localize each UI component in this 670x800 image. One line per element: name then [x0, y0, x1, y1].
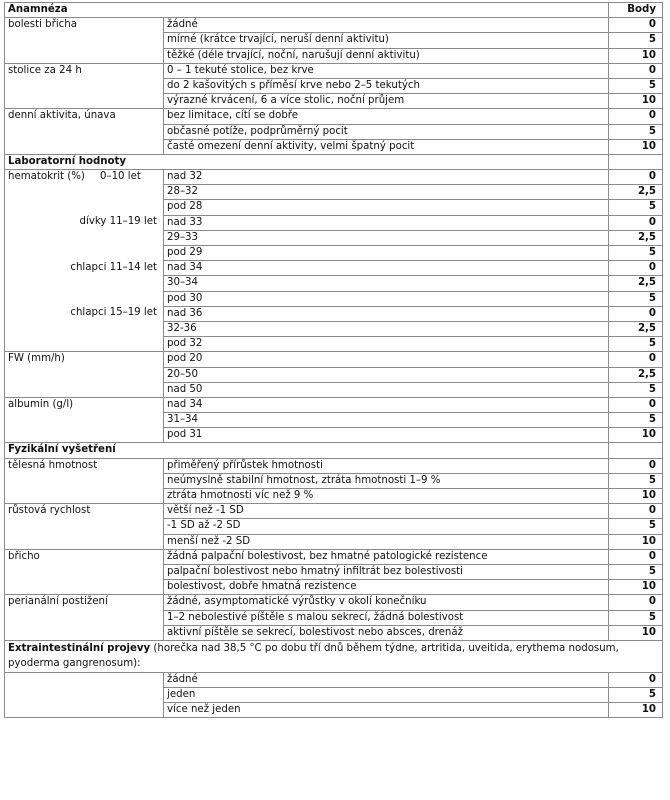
points-value: 5	[609, 291, 663, 306]
criterion-option: palpační bolestivost nebo hmatný infiltrát bez bolestivosti	[164, 564, 609, 579]
points-value: 0	[609, 261, 663, 276]
table-row	[5, 337, 663, 352]
criterion-option: 29–33	[164, 230, 609, 245]
age-group-label: dívky 11–19 let	[5, 215, 164, 230]
points-value: 10	[609, 428, 663, 443]
pcdai-score-document	[4, 2, 662, 798]
table-row	[5, 261, 663, 276]
points-value: 10	[609, 489, 663, 504]
criterion-option: pod 30	[164, 291, 609, 306]
criterion-option: nad 32	[164, 170, 609, 185]
points-value: 0	[609, 63, 663, 78]
points-value: 5	[609, 688, 663, 703]
criterion-option: časté omezení denní aktivity, velmi špatný pocit	[164, 139, 609, 154]
table-row	[5, 367, 663, 382]
points-value: 10	[609, 48, 663, 63]
table-row	[5, 352, 663, 367]
points-value: 0	[609, 170, 663, 185]
criterion-option: nad 34	[164, 397, 609, 412]
criterion-label: stolice za 24 h	[5, 63, 164, 78]
criterion-option: 32-36	[164, 321, 609, 336]
table-row	[5, 124, 663, 139]
criterion-option: 20–50	[164, 367, 609, 382]
points-value: 0	[609, 504, 663, 519]
table-row	[5, 139, 663, 154]
criterion-option: 0 – 1 tekuté stolice, bez krve	[164, 63, 609, 78]
table-row	[5, 321, 663, 336]
table-row	[5, 473, 663, 488]
table-row	[5, 382, 663, 397]
table-row	[5, 48, 663, 63]
criterion-option: pod 31	[164, 428, 609, 443]
table-row	[5, 489, 663, 504]
table-row	[5, 306, 663, 321]
table-row	[5, 291, 663, 306]
criterion-label: břicho	[5, 549, 164, 564]
table-row	[5, 428, 663, 443]
points-value: 5	[609, 473, 663, 488]
criterion-option: výrazné krvácení, 6 a více stolic, noční průjem	[164, 94, 609, 109]
criterion-option: neúmyslně stabilní hmotnost, ztráta hmotnosti 1–9 %	[164, 473, 609, 488]
criterion-option: aktivní píštěle se sekrecí, bolestivost nebo absces, drenáž	[164, 625, 609, 640]
header-row	[5, 3, 663, 18]
table-row	[5, 610, 663, 625]
criterion-option: 31–34	[164, 413, 609, 428]
criterion-option: větší než -1 SD	[164, 504, 609, 519]
points-value: 0	[609, 549, 663, 564]
age-group-label: chlapci 11–14 let	[5, 261, 164, 276]
section-note-extra: (horečka nad 38,5 °C po dobu tří dnů během týdne, artritida, uveitida, erythema nodosum, pyoderma gangrenosum):	[8, 642, 619, 670]
points-value: 10	[609, 94, 663, 109]
points-value: 0	[609, 306, 663, 321]
points-value: 5	[609, 337, 663, 352]
section-title-fyz: Fyzikální vyšetření	[5, 443, 609, 458]
criterion-option: 28–32	[164, 185, 609, 200]
points-value: 0	[609, 18, 663, 33]
points-value: 2,5	[609, 276, 663, 291]
points-value: 5	[609, 78, 663, 93]
section-title-anamneza: Anamnéza	[5, 3, 609, 18]
criterion-option: ztráta hmotnosti víc než 9 %	[164, 489, 609, 504]
table-row	[5, 413, 663, 428]
criterion-option: nad 34	[164, 261, 609, 276]
points-value: 0	[609, 215, 663, 230]
criterion-option: mírné (krátce trvající, neruší denní aktivitu)	[164, 33, 609, 48]
criterion-option: žádné, asymptomatické výrůstky v okolí konečníku	[164, 595, 609, 610]
table-row	[5, 230, 663, 245]
points-value: 5	[609, 610, 663, 625]
points-value: 2,5	[609, 230, 663, 245]
criterion-option: bez limitace, cítí se dobře	[164, 109, 609, 124]
section-title-extra: Extraintestinální projevy	[8, 642, 151, 654]
criterion-label: FW (mm/h)	[5, 352, 164, 367]
criterion-option: bolestivost, dobře hmatná rezistence	[164, 580, 609, 595]
table-row	[5, 703, 663, 718]
table-row	[5, 109, 663, 124]
criterion-option: pod 20	[164, 352, 609, 367]
table-row	[5, 534, 663, 549]
criterion-option: žádná palpační bolestivost, bez hmatné patologické rezistence	[164, 549, 609, 564]
criterion-option: nad 33	[164, 215, 609, 230]
points-value: 10	[609, 625, 663, 640]
table-row	[5, 18, 663, 33]
table-row	[5, 688, 663, 703]
points-value: 5	[609, 413, 663, 428]
criterion-option: nad 50	[164, 382, 609, 397]
criterion-option: 30–34	[164, 276, 609, 291]
section-row	[5, 443, 663, 458]
criterion-label: bolesti břicha	[5, 18, 164, 33]
table-row	[5, 276, 663, 291]
table-row	[5, 215, 663, 230]
criterion-option: do 2 kašovitých s příměsí krve nebo 2–5 tekutých	[164, 78, 609, 93]
criterion-option: občasné potíže, podprůměrný pocit	[164, 124, 609, 139]
section-title-lab: Laboratorní hodnoty	[5, 154, 609, 169]
points-value: 0	[609, 397, 663, 412]
table-row	[5, 78, 663, 93]
criterion-option: pod 28	[164, 200, 609, 215]
criterion-option: nad 36	[164, 306, 609, 321]
hematokrit-label: hematokrit (%)	[8, 171, 85, 183]
points-value: 5	[609, 382, 663, 397]
points-value: 0	[609, 109, 663, 124]
criterion-option: více než jeden	[164, 703, 609, 718]
criterion-label: tělesná hmotnost	[5, 458, 164, 473]
table-row	[5, 63, 663, 78]
table-row	[5, 458, 663, 473]
table-row	[5, 185, 663, 200]
table-row	[5, 625, 663, 640]
score-table	[4, 2, 663, 718]
points-value: 0	[609, 352, 663, 367]
criterion-label: perianální postižení	[5, 595, 164, 610]
age-group-label: chlapci 15–19 let	[5, 306, 164, 321]
table-row	[5, 595, 663, 610]
criterion-option: žádné	[164, 18, 609, 33]
points-value: 10	[609, 139, 663, 154]
table-row	[5, 672, 663, 687]
points-value: 10	[609, 580, 663, 595]
points-value: 5	[609, 519, 663, 534]
table-row	[5, 549, 663, 564]
criterion-label	[5, 170, 164, 185]
table-row	[5, 397, 663, 412]
table-row	[5, 564, 663, 579]
criterion-label: růstová rychlost	[5, 504, 164, 519]
points-value: 0	[609, 672, 663, 687]
criterion-option: menší než -2 SD	[164, 534, 609, 549]
section-extra	[5, 640, 663, 672]
table-row	[5, 170, 663, 185]
section-row	[5, 154, 663, 169]
criterion-option: žádné	[164, 672, 609, 687]
points-value: 5	[609, 564, 663, 579]
points-value: 10	[609, 703, 663, 718]
criterion-option: těžké (déle trvající, noční, narušují denní aktivitu)	[164, 48, 609, 63]
points-value: 2,5	[609, 321, 663, 336]
section-row	[5, 640, 663, 672]
criterion-option: pod 29	[164, 246, 609, 261]
criterion-option: 1–2 nebolestivé píštěle s malou sekrecí, žádná bolestivost	[164, 610, 609, 625]
criterion-label: albumin (g/l)	[5, 397, 164, 412]
table-row	[5, 200, 663, 215]
criterion-option: jeden	[164, 688, 609, 703]
criterion-label: denní aktivita, únava	[5, 109, 164, 124]
points-header: Body	[609, 3, 663, 18]
criterion-option: přiměřený přírůstek hmotnosti	[164, 458, 609, 473]
table-row	[5, 94, 663, 109]
points-value: 5	[609, 33, 663, 48]
criterion-option: pod 32	[164, 337, 609, 352]
points-value: 2,5	[609, 367, 663, 382]
points-value: 0	[609, 458, 663, 473]
table-row	[5, 580, 663, 595]
age-group-label: 0–10 let	[100, 171, 141, 183]
points-value: 10	[609, 534, 663, 549]
points-value: 5	[609, 246, 663, 261]
table-row	[5, 519, 663, 534]
table-row	[5, 504, 663, 519]
points-value: 2,5	[609, 185, 663, 200]
points-value: 0	[609, 595, 663, 610]
points-value: 5	[609, 200, 663, 215]
points-value: 5	[609, 124, 663, 139]
criterion-option: -1 SD až -2 SD	[164, 519, 609, 534]
table-row	[5, 246, 663, 261]
table-row	[5, 33, 663, 48]
